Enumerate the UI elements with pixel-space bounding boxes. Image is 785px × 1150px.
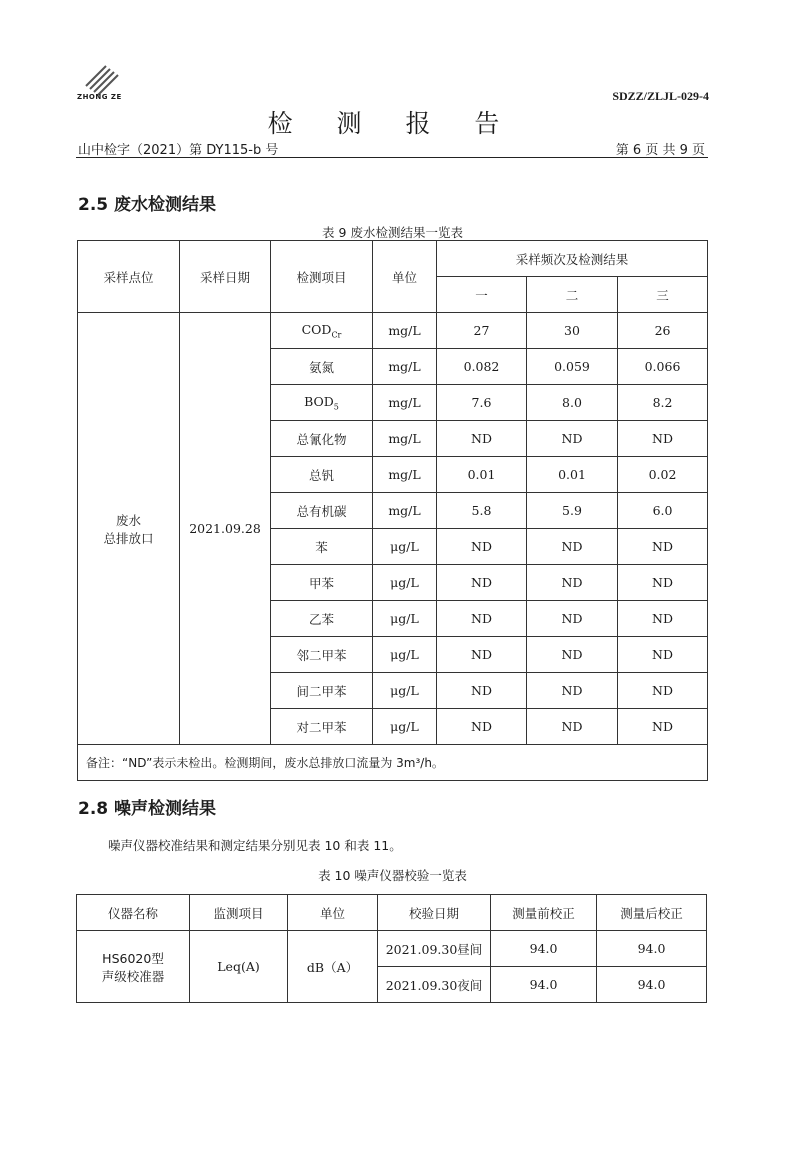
item-cell: 乙苯: [271, 601, 373, 637]
result-cell: 7.6: [437, 385, 527, 421]
table-row: [77, 931, 707, 967]
item-cell: 总有机碳: [271, 493, 373, 529]
noise-calibration-table: [76, 894, 707, 1003]
header-freq-3: 三: [618, 277, 708, 313]
section-title-noise: 2.8 噪声检测结果: [78, 799, 217, 819]
result-cell: 0.059: [527, 349, 618, 385]
after-value: 94.0: [597, 967, 707, 1003]
table9-caption: 表 9 废水检测结果一览表: [322, 225, 463, 240]
unit-cell: μg/L: [373, 565, 437, 601]
result-cell: ND: [527, 421, 618, 457]
report-number: 山中检字（2021）第 DY115-b 号: [78, 143, 279, 158]
report-title: 检 测 报 告: [267, 109, 518, 138]
header-monitor-item: 监测项目: [190, 895, 288, 931]
header-calibration-date: 校验日期: [378, 895, 491, 931]
unit-cell: μg/L: [373, 601, 437, 637]
item-cell: [271, 385, 373, 421]
after-value: 94.0: [597, 931, 707, 967]
logo-text: ZHONG ZE: [77, 93, 122, 101]
item-subscript: Cr: [331, 330, 342, 340]
item-cell: 甲苯: [271, 565, 373, 601]
result-cell: 8.2: [618, 385, 708, 421]
result-cell: ND: [618, 565, 708, 601]
item-cell: 苯: [271, 529, 373, 565]
result-cell: 0.01: [437, 457, 527, 493]
header-after: 测量后校正: [597, 895, 707, 931]
result-cell: ND: [618, 709, 708, 745]
header-item: 检测项目: [271, 241, 373, 313]
header-freq-1: 一: [437, 277, 527, 313]
header-results: 采样频次及检测结果: [437, 241, 708, 277]
result-cell: 30: [527, 313, 618, 349]
result-cell: ND: [618, 601, 708, 637]
header-before: 测量前校正: [491, 895, 597, 931]
unit-cell: μg/L: [373, 529, 437, 565]
table9-note: 备注：“ND”表示未检出。检测期间，废水总排放口流量为 3m³/h。: [78, 745, 708, 781]
unit-cell: μg/L: [373, 709, 437, 745]
result-cell: 6.0: [618, 493, 708, 529]
wastewater-results-table: [77, 240, 708, 781]
result-cell: 5.9: [527, 493, 618, 529]
monitor-item: Leq(A): [190, 931, 288, 1003]
header-unit: 单位: [288, 895, 378, 931]
item-cell: 总钒: [271, 457, 373, 493]
instrument-line-1: HS6020型: [102, 950, 164, 966]
calibration-date: 2021.09.30夜间: [378, 967, 491, 1003]
result-cell: ND: [527, 529, 618, 565]
result-cell: 5.8: [437, 493, 527, 529]
result-cell: ND: [437, 673, 527, 709]
header-divider: [76, 157, 708, 158]
unit-cell: mg/L: [373, 493, 437, 529]
sampling-site: [78, 313, 180, 745]
page-info: 第 6 页 共 9 页: [615, 143, 705, 158]
result-cell: 26: [618, 313, 708, 349]
item-cell: 间二甲苯: [271, 673, 373, 709]
result-cell: ND: [527, 673, 618, 709]
result-cell: ND: [618, 421, 708, 457]
item-cell: 邻二甲苯: [271, 637, 373, 673]
item-cell: 对二甲苯: [271, 709, 373, 745]
document-code: SDZZ/ZLJL-029-4: [612, 89, 709, 103]
result-cell: ND: [527, 637, 618, 673]
item-cell: 氨氮: [271, 349, 373, 385]
noise-paragraph: 噪声仪器校准结果和测定结果分别见表 10 和表 11。: [108, 838, 402, 853]
sampling-date: 2021.09.28: [180, 313, 271, 745]
header-instrument: 仪器名称: [77, 895, 190, 931]
instrument-line-2: 声级校准器: [101, 968, 165, 984]
item-cell: [271, 313, 373, 349]
item-name: COD: [301, 321, 332, 337]
header-freq-2: 二: [527, 277, 618, 313]
unit-cell: mg/L: [373, 385, 437, 421]
result-cell: 27: [437, 313, 527, 349]
result-cell: 8.0: [527, 385, 618, 421]
result-cell: 0.01: [527, 457, 618, 493]
calibration-date: 2021.09.30昼间: [378, 931, 491, 967]
unit-cell: μg/L: [373, 673, 437, 709]
unit-cell: mg/L: [373, 457, 437, 493]
table-row: [78, 313, 708, 349]
result-cell: ND: [437, 529, 527, 565]
result-cell: ND: [437, 421, 527, 457]
before-value: 94.0: [491, 967, 597, 1003]
instrument-name: [77, 931, 190, 1003]
site-line-1: 废水: [115, 512, 141, 528]
result-cell: ND: [527, 601, 618, 637]
before-value: 94.0: [491, 931, 597, 967]
result-cell: ND: [437, 709, 527, 745]
result-cell: ND: [618, 529, 708, 565]
header-unit: 单位: [373, 241, 437, 313]
site-line-2: 总排放口: [103, 530, 154, 546]
result-cell: 0.02: [618, 457, 708, 493]
result-cell: ND: [527, 565, 618, 601]
unit-cell: mg/L: [373, 313, 437, 349]
result-cell: 0.082: [437, 349, 527, 385]
header-site: 采样点位: [78, 241, 180, 313]
result-cell: ND: [437, 601, 527, 637]
result-cell: 0.066: [618, 349, 708, 385]
result-cell: ND: [437, 565, 527, 601]
unit-cell: mg/L: [373, 349, 437, 385]
unit-cell: μg/L: [373, 637, 437, 673]
item-subscript: 5: [333, 402, 339, 412]
item-name: BOD: [304, 393, 334, 409]
header-date: 采样日期: [180, 241, 271, 313]
item-cell: 总氰化物: [271, 421, 373, 457]
unit-cell: mg/L: [373, 421, 437, 457]
result-cell: ND: [618, 673, 708, 709]
result-cell: ND: [437, 637, 527, 673]
section-title-wastewater: 2.5 废水检测结果: [78, 195, 217, 215]
result-cell: ND: [618, 637, 708, 673]
table10-caption: 表 10 噪声仪器校验一览表: [318, 868, 467, 883]
result-cell: ND: [527, 709, 618, 745]
unit-cell: dB（A）: [288, 931, 378, 1003]
